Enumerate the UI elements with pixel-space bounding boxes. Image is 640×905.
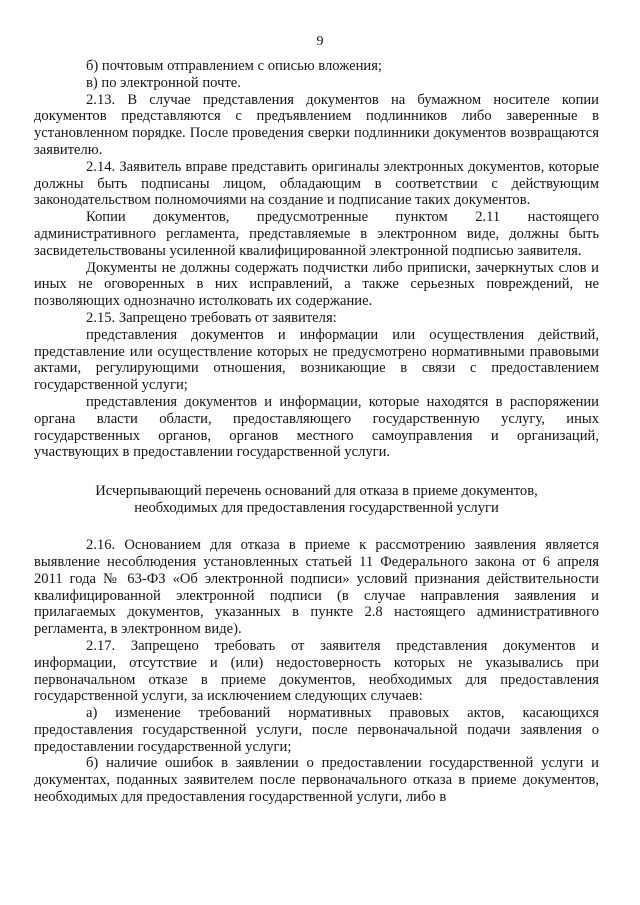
paragraph: 2.13. В случае представления документов на бумажном носителе копии документов представляются с предъявлением подлинников либо заверенные в установленном порядке. После проведения сверки подлинники документов возвращаются заявителю.	[34, 91, 599, 158]
paragraph: Документы не должны содержать подчистки либо приписки, зачеркнутых слов и иных не оговоренных в них исправлений, а также серьезных повреждений, не позволяющих однозначно истолковать их содержание.	[34, 259, 599, 310]
document-body	[34, 58, 599, 806]
section-heading: Исчерпывающий перечень оснований для отказа в приеме документов, необходимых для предоставления государственной услуги	[95, 483, 538, 517]
paragraph: б) почтовым отправлением с описью вложения;	[86, 58, 382, 74]
paragraph: а) изменение требований нормативных правовых актов, касающихся предоставления государственной услуги, после первоначальной подачи заявления о предоставлении государственной услуги;	[34, 705, 599, 755]
paragraph: 2.17. Запрещено требовать от заявителя представления документов и информации, отсутствие и (или) недостоверность которых не указывались при первоначальном отказе в приеме документов, необходимых для предоставления государственной услуги, за исключением следующих случаев:	[34, 637, 599, 705]
paragraph: 2.14. Заявитель вправе представить оригиналы электронных документов, которые должны быть подписаны лицом, обладающим в соответствии с действующим законодательством полномочиями на создание и подписание таких документов.	[34, 158, 599, 209]
paragraph: 2.16. Основанием для отказа в приеме к рассмотрению заявления является выявление несоблюдения установленных статьей 11 Федерального закона от 6 апреля 2011 года № 63-ФЗ «Об электронной подписи» условий признания действительности квалифицированной электронной подписи (в случае направления заявления и прилагаемых документов, указанных в пункте 2.8 настоящего административного регламента, в электронном виде).	[34, 537, 599, 638]
page-number: 9	[316, 34, 324, 49]
paragraph: 2.15. Запрещено требовать от заявителя:	[86, 309, 337, 326]
paragraph: Копии документов, предусмотренные пунктом 2.11 настоящего административного регламента, представляемые в электронном виде, должны быть засвидетельствованы усиленной квалифицированной электронной подписью заявителя.	[34, 209, 599, 259]
paragraph: б) наличие ошибок в заявлении о предоставлении государственной услуги и документах, поданных заявителем после первоначального отказа в приеме документов, необходимых для предоставления государственной услуги, либо в	[34, 755, 599, 806]
paragraph: представления документов и информации или осуществления действий, представление или осуществление которых не предусмотрено нормативными правовыми актами, регулирующими отношения, возникающие в связи с предоставлением государственной услуги;	[34, 326, 599, 394]
paragraph: в) по электронной почте.	[86, 74, 241, 91]
paragraph: представления документов и информации, которые находятся в распоряжении органа власти области, предоставляющего государственную услугу, иных государственных органов, органов местного самоуправления и организаций, участвующих в предоставлении государственной услуги.	[34, 393, 599, 461]
